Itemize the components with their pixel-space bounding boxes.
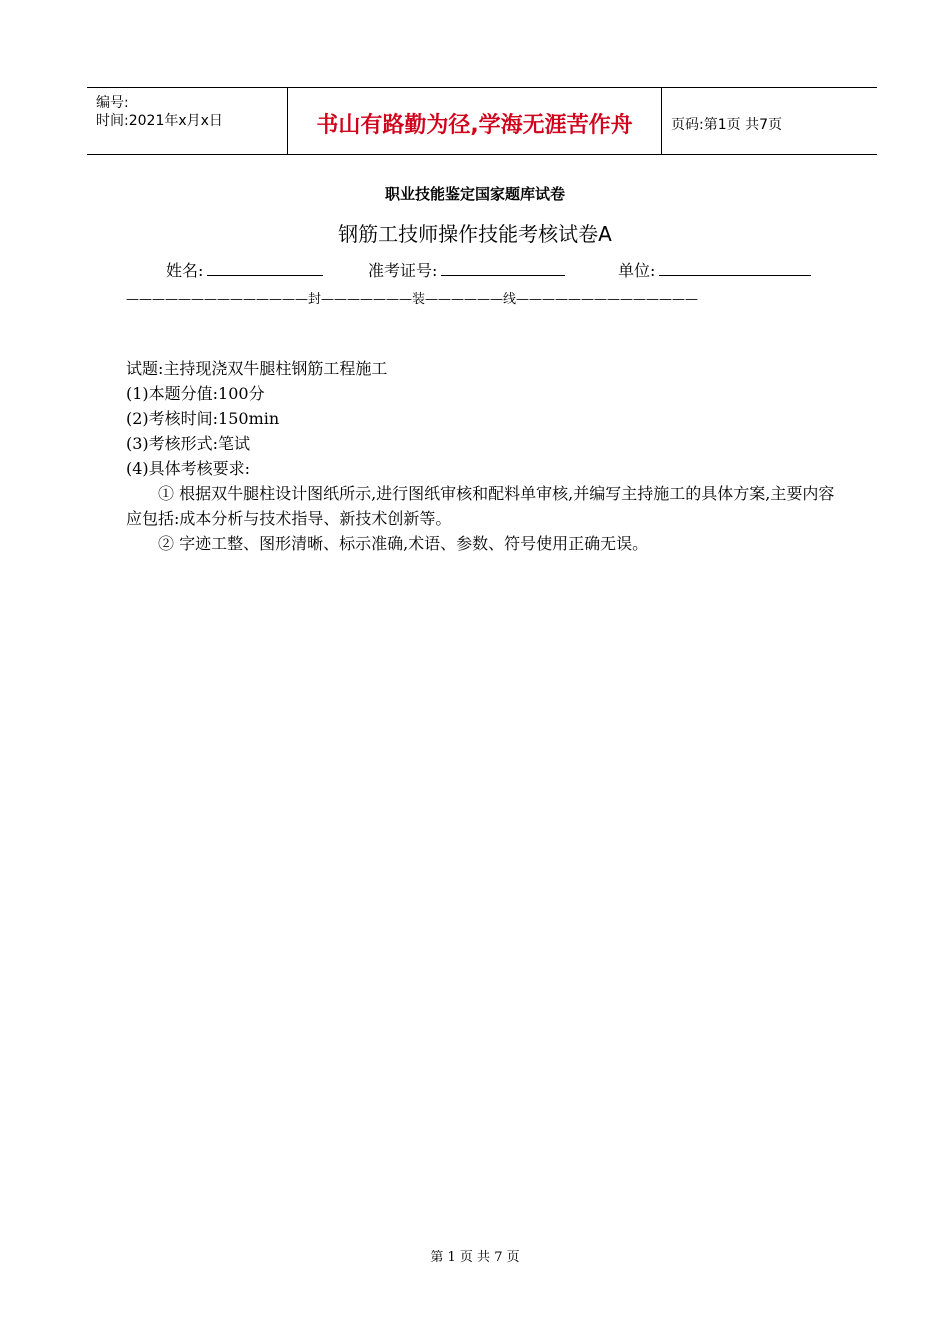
unit-blank[interactable] bbox=[659, 259, 811, 276]
header-motto-cell bbox=[288, 88, 662, 154]
exam-id-label: 准考证号: bbox=[368, 261, 438, 280]
item-score: (1)本题分值:100分 bbox=[126, 384, 265, 403]
header-meta-cell bbox=[87, 88, 288, 154]
unit-field bbox=[618, 258, 811, 281]
document-number-label: 编号: bbox=[96, 95, 129, 111]
seal-binding-line: ——————————————封———————装——————线—————————————— bbox=[126, 292, 698, 307]
name-blank[interactable] bbox=[207, 259, 323, 276]
item-time: (2)考核时间:150min bbox=[126, 409, 280, 428]
item-requirements: (4)具体考核要求: bbox=[126, 459, 251, 478]
question-title: 试题:主持现浇双牛腿柱钢筋工程施工 bbox=[126, 359, 388, 378]
page-footer: 第 1 页 共 7 页 bbox=[430, 1250, 520, 1265]
requirement-2: ② 字迹工整、图形清晰、标示准确,术语、参数、符号使用正确无误。 bbox=[158, 534, 649, 553]
exam-subtitle: 职业技能鉴定国家题库试卷 bbox=[384, 185, 565, 203]
name-label: 姓名: bbox=[166, 261, 204, 280]
item-format: (3)考核形式:笔试 bbox=[126, 434, 251, 453]
document-time-label: 时间:2021年x月x日 bbox=[96, 113, 223, 129]
exam-id-field bbox=[368, 258, 565, 281]
exam-id-blank[interactable] bbox=[441, 259, 565, 276]
unit-label: 单位: bbox=[618, 261, 656, 280]
header-page-cell bbox=[662, 88, 877, 154]
requirement-1: ① 根据双牛腿柱设计图纸所示,进行图纸审核和配料单审核,并编写主持施工的具体方案,主要内容应包括:成本分析与技术指导、新技术创新等。 bbox=[126, 484, 835, 528]
motto-text: 书山有路勤为径,学海无涯苦作舟 bbox=[316, 113, 633, 138]
document-header-table bbox=[87, 87, 877, 155]
exam-title: 钢筋工技师操作技能考核试卷A bbox=[338, 222, 612, 246]
header-page-info: 页码:第1页 共7页 bbox=[671, 117, 782, 133]
exam-content bbox=[126, 356, 846, 556]
name-field bbox=[166, 258, 323, 281]
